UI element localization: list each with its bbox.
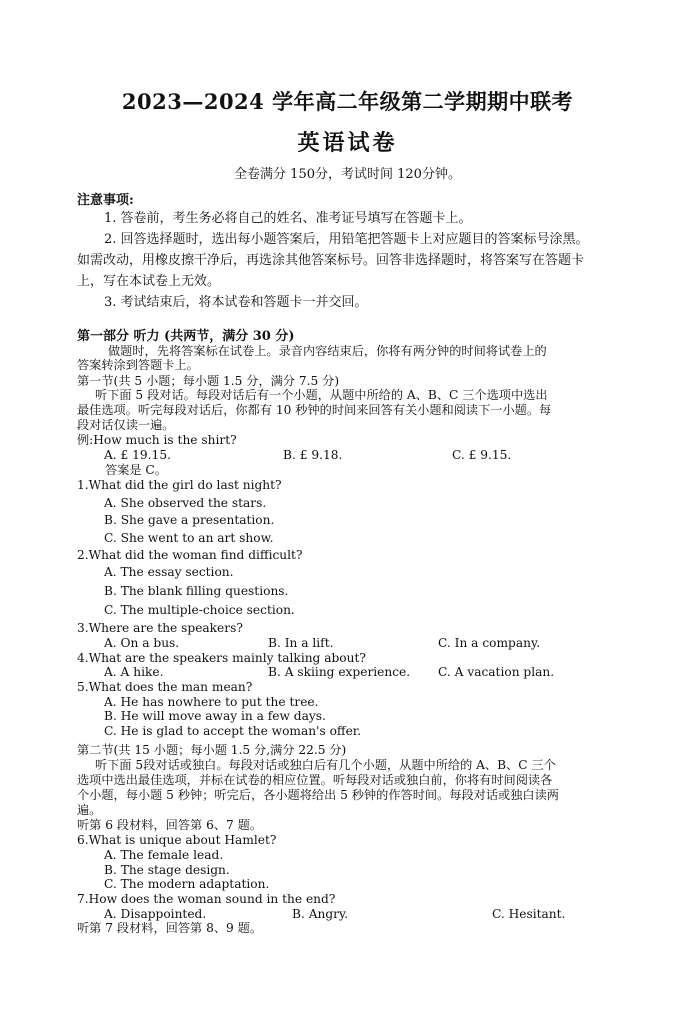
example-option-b: B. £ 9.18. [283,448,343,462]
example-option-a: A. £ 19.15. [104,448,171,462]
section1-intro-1: 听下面 5 段对话。每段对话后有一个小题，从题中所给的 A、B、C 三个选项中选出 [95,388,548,402]
question-3-option-b: B. In a lift. [268,636,334,650]
section2-intro-2: 选项中选出最佳选项，并标在试卷的相应位置。听每段对话或独白前，你将有时间阅读各 [77,773,553,787]
question-2: 2.What did the woman find difficult? [77,548,303,562]
note-item-2-end: 上，写在本试卷上无效。 [77,274,221,289]
section1-heading: 第一节(共 5 小题；每小题 1.5 分，满分 7.5 分) [77,374,340,388]
question-7-option-a: A. Disappointed. [104,907,207,921]
page-title: 2023—2024 学年高二年级第二学期期中联考 [121,89,574,114]
question-6-option-b: B. The stage design. [104,863,230,877]
question-1: 1.What did the girl do last night? [77,478,282,492]
question-4: 4.What are the speakers mainly talking about? [77,651,366,665]
question-2-option-a: A. The essay section. [104,565,234,579]
material-7-instruction: 听第 7 段材料，回答第 8、9 题。 [77,921,263,935]
note-item-3: 3. 考试结束后，将本试卷和答题卡一并交回。 [104,295,368,310]
question-1-option-a: A. She observed the stars. [104,496,267,510]
exam-meta: 全卷满分 150分，考试时间 120分钟。 [234,167,461,182]
notes-heading: 注意事项: [77,193,134,208]
page-subtitle: 英语试卷 [297,130,398,156]
section2-intro-4: 遍。 [77,803,102,817]
question-6-option-a: A. The female lead. [104,848,224,862]
question-5: 5.What does the man mean? [77,680,253,694]
part1-heading: 第一部分 听力 (共两节，满分 30 分) [77,329,295,344]
note-item-2: 2. 回答选择题时，选出每小题答案后，用铅笔把答题卡上对应题目的答案标号涂黑。 [104,232,589,247]
question-5-option-b: B. He will move away in a few days. [104,709,326,723]
question-4-option-b: B. A skiing experience. [268,665,411,679]
section1-intro-3: 段对话仅读一遍。 [77,418,175,432]
question-4-option-c: C. A vacation plan. [438,665,555,679]
example-answer: 答案是 C。 [105,463,167,477]
question-1-option-b: B. She gave a presentation. [104,513,275,527]
question-4-option-a: A. A hike. [104,665,164,679]
question-6-option-c: C. The modern adaptation. [104,877,270,891]
part1-intro-2: 答案转涂到答题卡上。 [77,358,199,372]
question-1-option-c: C. She went to an art show. [104,531,274,545]
section2-heading: 第二节(共 15 小题；每小题 1.5 分,满分 22.5 分) [77,743,347,757]
note-item-2-cont: 如需改动，用橡皮擦干净后，再选涂其他答案标号。回答非选择题时，将答案写在答题卡 [77,253,585,268]
section2-intro-3: 个小题，每小题 5 秒钟；听完后，各小题将给出 5 秒钟的作答时间。每段对话或独白读两 [77,788,559,802]
question-7: 7.How does the woman sound in the end? [77,892,336,906]
question-5-option-c: C. He is glad to accept the woman's offer. [104,724,362,738]
question-3-option-c: C. In a company. [438,636,541,650]
section2-intro-1: 听下面 5段对话或独白。每段对话或独白后有几个小题，从题中所给的 A、B、C 三个 [95,758,556,772]
question-2-option-b: B. The blank filling questions. [104,584,289,598]
question-2-option-c: C. The multiple-choice section. [104,603,295,617]
question-7-option-c: C. Hesitant. [492,907,566,921]
section1-intro-2: 最佳选项。听完每段对话后，你都有 10 秒钟的时间来回答有关小题和阅读下一小题。每 [77,403,552,417]
example-question: 例:How much is the shirt? [77,433,237,447]
note-item-1: 1. 答卷前，考生务必将自己的姓名、准考证号填写在答题卡上。 [104,211,472,226]
example-option-c: C. £ 9.15. [452,448,512,462]
question-3-option-a: A. On a bus. [104,636,180,650]
question-6: 6.What is unique about Hamlet? [77,833,277,847]
question-5-option-a: A. He has nowhere to put the tree. [104,695,319,709]
part1-intro-1: 做题时，先将答案标在试卷上。录音内容结束后，你将有两分钟的时间将试卷上的 [108,344,547,358]
material-6-instruction: 听第 6 段材料，回答第 6、7 题。 [77,818,263,832]
question-3: 3.Where are the speakers? [77,621,243,635]
question-7-option-b: B. Angry. [292,907,349,921]
